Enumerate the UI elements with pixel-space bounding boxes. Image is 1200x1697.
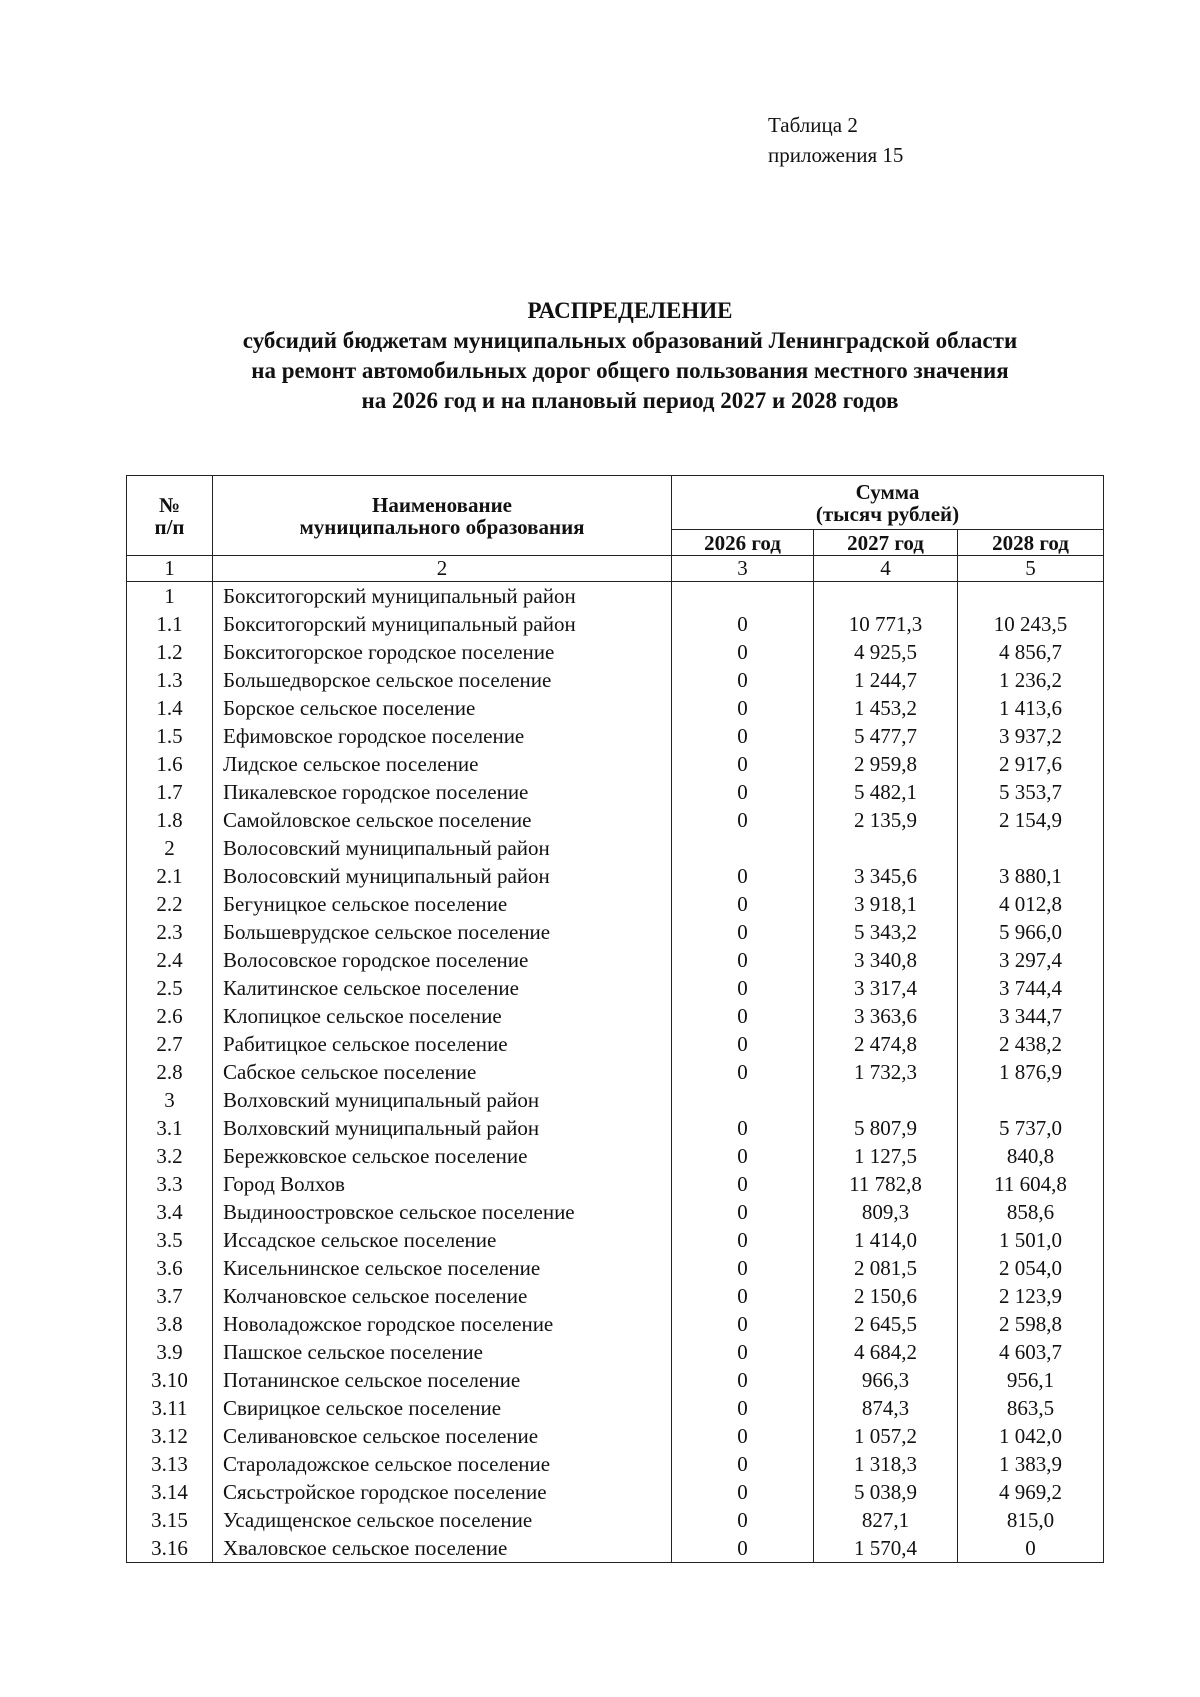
row-number: 2.2 <box>127 890 213 918</box>
amount-2028: 3 344,7 <box>958 1002 1104 1030</box>
amount-2028: 11 604,8 <box>958 1170 1104 1198</box>
municipality-name: Волосовское городское поселение <box>213 946 672 974</box>
amount-2026 <box>672 834 814 862</box>
municipality-name: Свирицкое сельское поселение <box>213 1394 672 1422</box>
table-row <box>127 750 1104 778</box>
row-number: 3.16 <box>127 1534 213 1563</box>
amount-2028: 1 236,2 <box>958 666 1104 694</box>
row-number: 3.11 <box>127 1394 213 1422</box>
amount-2027: 1 244,7 <box>814 666 958 694</box>
amount-2027: 10 771,3 <box>814 610 958 638</box>
amount-2026: 0 <box>672 666 814 694</box>
row-number: 3.1 <box>127 1114 213 1142</box>
amount-2027: 5 807,9 <box>814 1114 958 1142</box>
amount-2028: 1 383,9 <box>958 1450 1104 1478</box>
column-numbers-row <box>127 556 1104 582</box>
amount-2028: 858,6 <box>958 1198 1104 1226</box>
amount-2028: 815,0 <box>958 1506 1104 1534</box>
row-number: 3.15 <box>127 1506 213 1534</box>
table-row <box>127 946 1104 974</box>
amount-2028: 2 123,9 <box>958 1282 1104 1310</box>
municipality-name: Бережковское сельское поселение <box>213 1142 672 1170</box>
amount-2028: 3 937,2 <box>958 722 1104 750</box>
header-year-2026: 2026 год <box>672 530 814 556</box>
amount-2028: 2 917,6 <box>958 750 1104 778</box>
municipality-name: Потанинское сельское поселение <box>213 1366 672 1394</box>
row-number: 3 <box>127 1086 213 1114</box>
table-row <box>127 890 1104 918</box>
municipality-name: Волховский муниципальный район <box>213 1114 672 1142</box>
column-number: 3 <box>672 556 814 582</box>
amount-2026: 0 <box>672 1534 814 1563</box>
header-sum: Сумма (тысяч рублей) <box>672 476 1104 530</box>
amount-2026: 0 <box>672 1310 814 1338</box>
amount-2026: 0 <box>672 694 814 722</box>
amount-2027: 2 474,8 <box>814 1030 958 1058</box>
row-number: 1.3 <box>127 666 213 694</box>
table-row <box>127 1506 1104 1534</box>
amount-2027: 2 645,5 <box>814 1310 958 1338</box>
municipality-name: Борское сельское поселение <box>213 694 672 722</box>
amount-2026: 0 <box>672 1338 814 1366</box>
amount-2026: 0 <box>672 1282 814 1310</box>
row-number: 1.4 <box>127 694 213 722</box>
amount-2027: 3 363,6 <box>814 1002 958 1030</box>
table-row <box>127 1002 1104 1030</box>
amount-2028 <box>958 1086 1104 1114</box>
amount-2026 <box>672 582 814 611</box>
table-row <box>127 610 1104 638</box>
amount-2027: 966,3 <box>814 1366 958 1394</box>
table-row <box>127 722 1104 750</box>
row-number: 2.8 <box>127 1058 213 1086</box>
amount-2026: 0 <box>672 1142 814 1170</box>
amount-2028: 2 054,0 <box>958 1254 1104 1282</box>
amount-2026: 0 <box>672 1114 814 1142</box>
municipality-name: Бокситогорское городское поселение <box>213 638 672 666</box>
amount-2027 <box>814 1086 958 1114</box>
amount-2027: 3 340,8 <box>814 946 958 974</box>
municipality-name: Сабское сельское поселение <box>213 1058 672 1086</box>
amount-2028: 10 243,5 <box>958 610 1104 638</box>
table-row <box>127 1086 1104 1114</box>
row-number: 1.8 <box>127 806 213 834</box>
row-number: 2.7 <box>127 1030 213 1058</box>
amount-2026: 0 <box>672 1366 814 1394</box>
amount-2027: 11 782,8 <box>814 1170 958 1198</box>
amount-2027: 1 057,2 <box>814 1422 958 1450</box>
amount-2026 <box>672 1086 814 1114</box>
amount-2028: 5 737,0 <box>958 1114 1104 1142</box>
amount-2027: 1 127,5 <box>814 1142 958 1170</box>
amount-2026: 0 <box>672 974 814 1002</box>
municipality-name: Селивановское сельское поселение <box>213 1422 672 1450</box>
municipality-name: Самойловское сельское поселение <box>213 806 672 834</box>
amount-2026: 0 <box>672 1478 814 1506</box>
amount-2028: 1 413,6 <box>958 694 1104 722</box>
amount-2026: 0 <box>672 1002 814 1030</box>
row-number: 3.9 <box>127 1338 213 1366</box>
municipality-name: Лидское сельское поселение <box>213 750 672 778</box>
amount-2028: 863,5 <box>958 1394 1104 1422</box>
municipality-name: Волосовский муниципальный район <box>213 862 672 890</box>
amount-2027: 3 345,6 <box>814 862 958 890</box>
amount-2027: 5 343,2 <box>814 918 958 946</box>
table-row <box>127 1338 1104 1366</box>
header-year-2027: 2027 год <box>814 530 958 556</box>
table-row <box>127 918 1104 946</box>
row-number: 1.2 <box>127 638 213 666</box>
amount-2026: 0 <box>672 806 814 834</box>
amount-2026: 0 <box>672 1170 814 1198</box>
amount-2026: 0 <box>672 610 814 638</box>
amount-2026: 0 <box>672 722 814 750</box>
amount-2027: 2 150,6 <box>814 1282 958 1310</box>
row-number: 3.13 <box>127 1450 213 1478</box>
amount-2027: 5 482,1 <box>814 778 958 806</box>
amount-2026: 0 <box>672 890 814 918</box>
amount-2027: 809,3 <box>814 1198 958 1226</box>
document-title <box>0 296 1200 416</box>
amount-2028 <box>958 582 1104 611</box>
amount-2028: 1 876,9 <box>958 1058 1104 1086</box>
amount-2028: 4 969,2 <box>958 1478 1104 1506</box>
amount-2027: 1 732,3 <box>814 1058 958 1086</box>
municipality-name: Колчановское сельское поселение <box>213 1282 672 1310</box>
amount-2027: 1 453,2 <box>814 694 958 722</box>
municipality-name: Хваловское сельское поселение <box>213 1534 672 1563</box>
amount-2028: 5 353,7 <box>958 778 1104 806</box>
amount-2026: 0 <box>672 1030 814 1058</box>
column-number: 4 <box>814 556 958 582</box>
amount-2027: 2 135,9 <box>814 806 958 834</box>
appendix-number: приложения 15 <box>768 143 904 167</box>
row-number: 1.6 <box>127 750 213 778</box>
municipality-name: Город Волхов <box>213 1170 672 1198</box>
row-number: 3.14 <box>127 1478 213 1506</box>
amount-2027: 3 918,1 <box>814 890 958 918</box>
row-number: 2.5 <box>127 974 213 1002</box>
row-number: 3.7 <box>127 1282 213 1310</box>
municipality-name: Бокситогорский муниципальный район <box>213 582 672 611</box>
amount-2027: 5 477,7 <box>814 722 958 750</box>
amount-2026: 0 <box>672 1058 814 1086</box>
table-row <box>127 1226 1104 1254</box>
amount-2028: 4 603,7 <box>958 1338 1104 1366</box>
amount-2028: 3 744,4 <box>958 974 1104 1002</box>
title-line-4: на 2026 год и на плановый период 2027 и 2028 годов <box>361 388 899 413</box>
amount-2028: 0 <box>958 1534 1104 1563</box>
table-row <box>127 582 1104 611</box>
municipality-name: Пашское сельское поселение <box>213 1338 672 1366</box>
table-row <box>127 1114 1104 1142</box>
amount-2028: 3 880,1 <box>958 862 1104 890</box>
municipality-name: Большедворское сельское поселение <box>213 666 672 694</box>
table-row <box>127 1310 1104 1338</box>
municipality-name: Сясьстройское городское поселение <box>213 1478 672 1506</box>
municipality-name: Волосовский муниципальный район <box>213 834 672 862</box>
amount-2026: 0 <box>672 750 814 778</box>
distribution-table <box>126 475 1104 1563</box>
table-row <box>127 974 1104 1002</box>
amount-2027: 874,3 <box>814 1394 958 1422</box>
amount-2028: 4 856,7 <box>958 638 1104 666</box>
table-row <box>127 1058 1104 1086</box>
municipality-name: Большеврудское сельское поселение <box>213 918 672 946</box>
municipality-name: Клопицкое сельское поселение <box>213 1002 672 1030</box>
amount-2027 <box>814 834 958 862</box>
header-name: Наименование муниципального образования <box>213 476 672 556</box>
table-reference-note <box>768 110 903 170</box>
table-row <box>127 1394 1104 1422</box>
row-number: 3.4 <box>127 1198 213 1226</box>
amount-2026: 0 <box>672 918 814 946</box>
row-number: 3.8 <box>127 1310 213 1338</box>
row-number: 2.3 <box>127 918 213 946</box>
amount-2026: 0 <box>672 1226 814 1254</box>
row-number: 3.3 <box>127 1170 213 1198</box>
title-line-3: на ремонт автомобильных дорог общего пользования местного значения <box>251 358 1009 383</box>
row-number: 1 <box>127 582 213 611</box>
table-row <box>127 1450 1104 1478</box>
table-header <box>127 476 1104 582</box>
amount-2027: 827,1 <box>814 1506 958 1534</box>
amount-2026: 0 <box>672 1394 814 1422</box>
amount-2028: 1 501,0 <box>958 1226 1104 1254</box>
amount-2028: 2 154,9 <box>958 806 1104 834</box>
row-number: 2.1 <box>127 862 213 890</box>
table-row <box>127 1198 1104 1226</box>
table-row <box>127 1534 1104 1563</box>
municipality-name: Ефимовское городское поселение <box>213 722 672 750</box>
amount-2028: 840,8 <box>958 1142 1104 1170</box>
title-line-2: субсидий бюджетам муниципальных образований Ленинградской области <box>242 328 1018 353</box>
amount-2026: 0 <box>672 638 814 666</box>
row-number: 3.5 <box>127 1226 213 1254</box>
row-number: 1.7 <box>127 778 213 806</box>
table-row <box>127 862 1104 890</box>
amount-2027: 4 925,5 <box>814 638 958 666</box>
row-number: 3.10 <box>127 1366 213 1394</box>
amount-2026: 0 <box>672 1450 814 1478</box>
amount-2028: 5 966,0 <box>958 918 1104 946</box>
row-number: 3.2 <box>127 1142 213 1170</box>
header-year-2028: 2028 год <box>958 530 1104 556</box>
amount-2026: 0 <box>672 1506 814 1534</box>
amount-2027 <box>814 582 958 611</box>
table-row <box>127 1142 1104 1170</box>
municipality-name: Кисельнинское сельское поселение <box>213 1254 672 1282</box>
table-row <box>127 834 1104 862</box>
row-number: 2 <box>127 834 213 862</box>
amount-2027: 1 414,0 <box>814 1226 958 1254</box>
municipality-name: Бокситогорский муниципальный район <box>213 610 672 638</box>
amount-2026: 0 <box>672 1254 814 1282</box>
municipality-name: Волховский муниципальный район <box>213 1086 672 1114</box>
amount-2026: 0 <box>672 778 814 806</box>
municipality-name: Новоладожское городское поселение <box>213 1310 672 1338</box>
municipality-name: Иссадское сельское поселение <box>213 1226 672 1254</box>
table-row <box>127 1366 1104 1394</box>
title-line-1: РАСПРЕДЕЛЕНИЕ <box>527 298 733 323</box>
table-row <box>127 666 1104 694</box>
table-row <box>127 778 1104 806</box>
table-row <box>127 1282 1104 1310</box>
table-row <box>127 1478 1104 1506</box>
row-number: 3.6 <box>127 1254 213 1282</box>
row-number: 3.12 <box>127 1422 213 1450</box>
amount-2027: 5 038,9 <box>814 1478 958 1506</box>
municipality-name: Усадищенское сельское поселение <box>213 1506 672 1534</box>
table-body <box>127 582 1104 1563</box>
amount-2027: 1 570,4 <box>814 1534 958 1563</box>
amount-2027: 3 317,4 <box>814 974 958 1002</box>
amount-2026: 0 <box>672 1422 814 1450</box>
amount-2026: 0 <box>672 1198 814 1226</box>
table-row <box>127 638 1104 666</box>
header-row-number: № п/п <box>127 476 213 556</box>
table-row <box>127 1422 1104 1450</box>
row-number: 1.5 <box>127 722 213 750</box>
table-row <box>127 1254 1104 1282</box>
table-row <box>127 1030 1104 1058</box>
amount-2027: 4 684,2 <box>814 1338 958 1366</box>
row-number: 2.6 <box>127 1002 213 1030</box>
column-number: 5 <box>958 556 1104 582</box>
table-row <box>127 694 1104 722</box>
table-row <box>127 806 1104 834</box>
amount-2028 <box>958 834 1104 862</box>
column-number: 2 <box>213 556 672 582</box>
row-number: 2.4 <box>127 946 213 974</box>
amount-2026: 0 <box>672 946 814 974</box>
amount-2027: 1 318,3 <box>814 1450 958 1478</box>
municipality-name: Выдиноостровское сельское поселение <box>213 1198 672 1226</box>
amount-2028: 2 438,2 <box>958 1030 1104 1058</box>
amount-2027: 2 959,8 <box>814 750 958 778</box>
row-number: 1.1 <box>127 610 213 638</box>
amount-2026: 0 <box>672 862 814 890</box>
amount-2028: 2 598,8 <box>958 1310 1104 1338</box>
table-row <box>127 1170 1104 1198</box>
municipality-name: Пикалевское городское поселение <box>213 778 672 806</box>
amount-2028: 1 042,0 <box>958 1422 1104 1450</box>
amount-2028: 956,1 <box>958 1366 1104 1394</box>
amount-2028: 3 297,4 <box>958 946 1104 974</box>
amount-2027: 2 081,5 <box>814 1254 958 1282</box>
municipality-name: Калитинское сельское поселение <box>213 974 672 1002</box>
municipality-name: Бегуницкое сельское поселение <box>213 890 672 918</box>
column-number: 1 <box>127 556 213 582</box>
municipality-name: Рабитицкое сельское поселение <box>213 1030 672 1058</box>
table-number: Таблица 2 <box>768 113 858 137</box>
municipality-name: Староладожское сельское поселение <box>213 1450 672 1478</box>
amount-2028: 4 012,8 <box>958 890 1104 918</box>
